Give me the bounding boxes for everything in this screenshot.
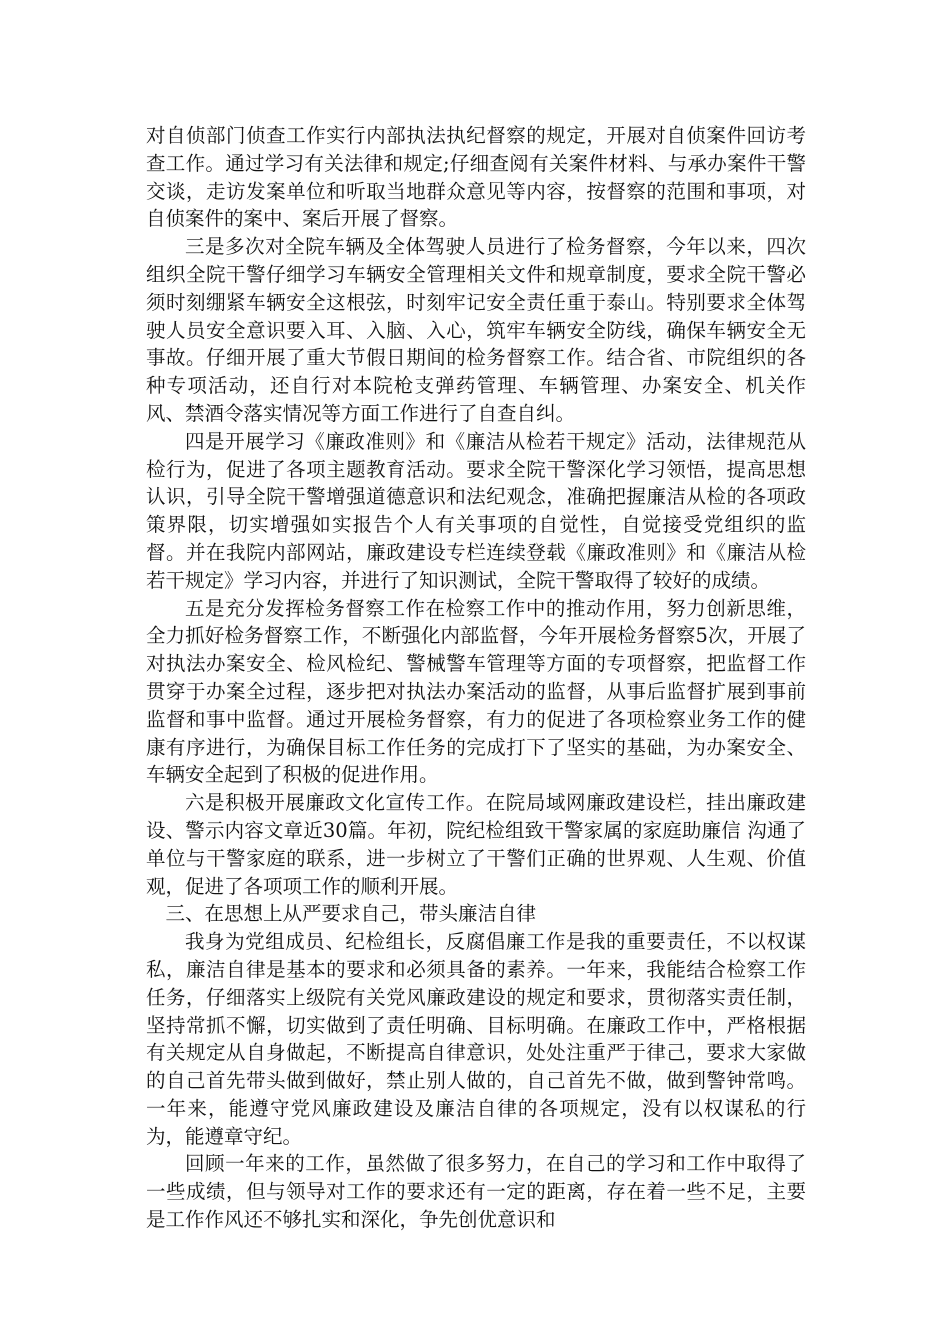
paragraph-review: 回顾一年来的工作，虽然做了很多努力，在自己的学习和工作中取得了一些成绩，但与领导对工作的要求还有一定的距离，存在着一些不足，主要是工作作风还不够扎实和深化，争先创优意识和: [146, 1152, 806, 1232]
paragraph-item-five: 五是充分发挥检务督察工作在检察工作中的推动作用，努力创新思维，全力抓好检务督察工作，不断强化内部监督，今年开展检务督察5次，开展了对执法办案安全、检风检纪、警械警车管理等方面的专项督察，把监督工作贯穿于办案全过程，逐步把对执法办案活动的监督，从事后监督扩展到事前监督和事中监督。通过开展检务督察，有力的促进了各项检察业务工作的健康有序进行，为确保目标工作任务的完成打下了坚实的基础，为办案安全、车辆安全起到了积极的促进作用。: [146, 596, 806, 787]
section-heading: 三、在思想上从严要求自己，带头廉洁自律: [165, 902, 537, 926]
paragraph-item-three: 三是多次对全院车辆及全体驾驶人员进行了检务督察，今年以来，四次组织全院干警仔细学习车辆安全管理相关文件和规章制度，要求全院干警必须时刻绷紧车辆安全这根弦，时刻牢记安全责任重于泰山。特别要求全体驾驶人员安全意识要入耳、入脑、入心，筑牢车辆安全防线，确保车辆安全无事故。仔细开展了重大节假日期间的检务督察工作。结合省、市院组织的各种专项活动，还自行对本院枪支弹药管理、车辆管理、办案安全、机关作风、禁酒令落实情况等方面工作进行了自查自纠。: [146, 235, 806, 425]
paragraph-item-six: 六是积极开展廉政文化宣传工作。在院局域网廉政建设栏，挂出廉政建设、警示内容文章近30篇。年初，院纪检组致干警家属的家庭助廉信 沟通了单位与干警家庭的联系，进一步树立了干警们正确的世界观、人生观、价值观，促进了各项项工作的顺利开展。: [146, 791, 806, 898]
paragraph-item-four: 四是开展学习《廉政准则》和《廉洁从检若干规定》活动，法律规范从检行为，促进了各项主题教育活动。要求全院干警深化学习领悟，提高思想认识，引导全院干警增强道德意识和法纪观念，准确把握廉洁从检的各项政策界限，切实增强如实报告个人有关事项的自觉性，自觉接受党组织的监督。并在我院内部网站，廉政建设专栏连续登载《廉政准则》和《廉洁从检若干规定》学习内容，并进行了知识测试，全院干警取得了较好的成绩。: [146, 429, 806, 592]
paragraph-continuation: 对自侦部门侦查工作实行内部执法执纪督察的规定，开展对自侦案件回访考查工作。通过学习有关法律和规定;仔细查阅有关案件材料、与承办案件干警交谈，走访发案单位和听取当地群众意见等内容，按督察的范围和事项，对自侦案件的案中、案后开展了督察。: [146, 124, 806, 231]
paragraph-self-discipline: 我身为党组成员、纪检组长，反腐倡廉工作是我的重要责任，不以权谋私，廉洁自律是基本的要求和必须具备的素养。一年来，我能结合检察工作任务，仔细落实上级院有关党风廉政建设的规定和要求，贯彻落实责任制，坚持常抓不懈，切实做到了责任明确、目标明确。在廉政工作中，严格根据有关规定从自身做起，不断提高自律意识，处处注重严于律己，要求大家做的自己首先带头做到做好，禁止别人做的，自己首先不做，做到警钟常鸣。一年来，能遵守党风廉政建设及廉洁自律的各项规定，没有以权谋私的行为，能遵章守纪。: [146, 930, 806, 1148]
document-body: [146, 122, 806, 1234]
